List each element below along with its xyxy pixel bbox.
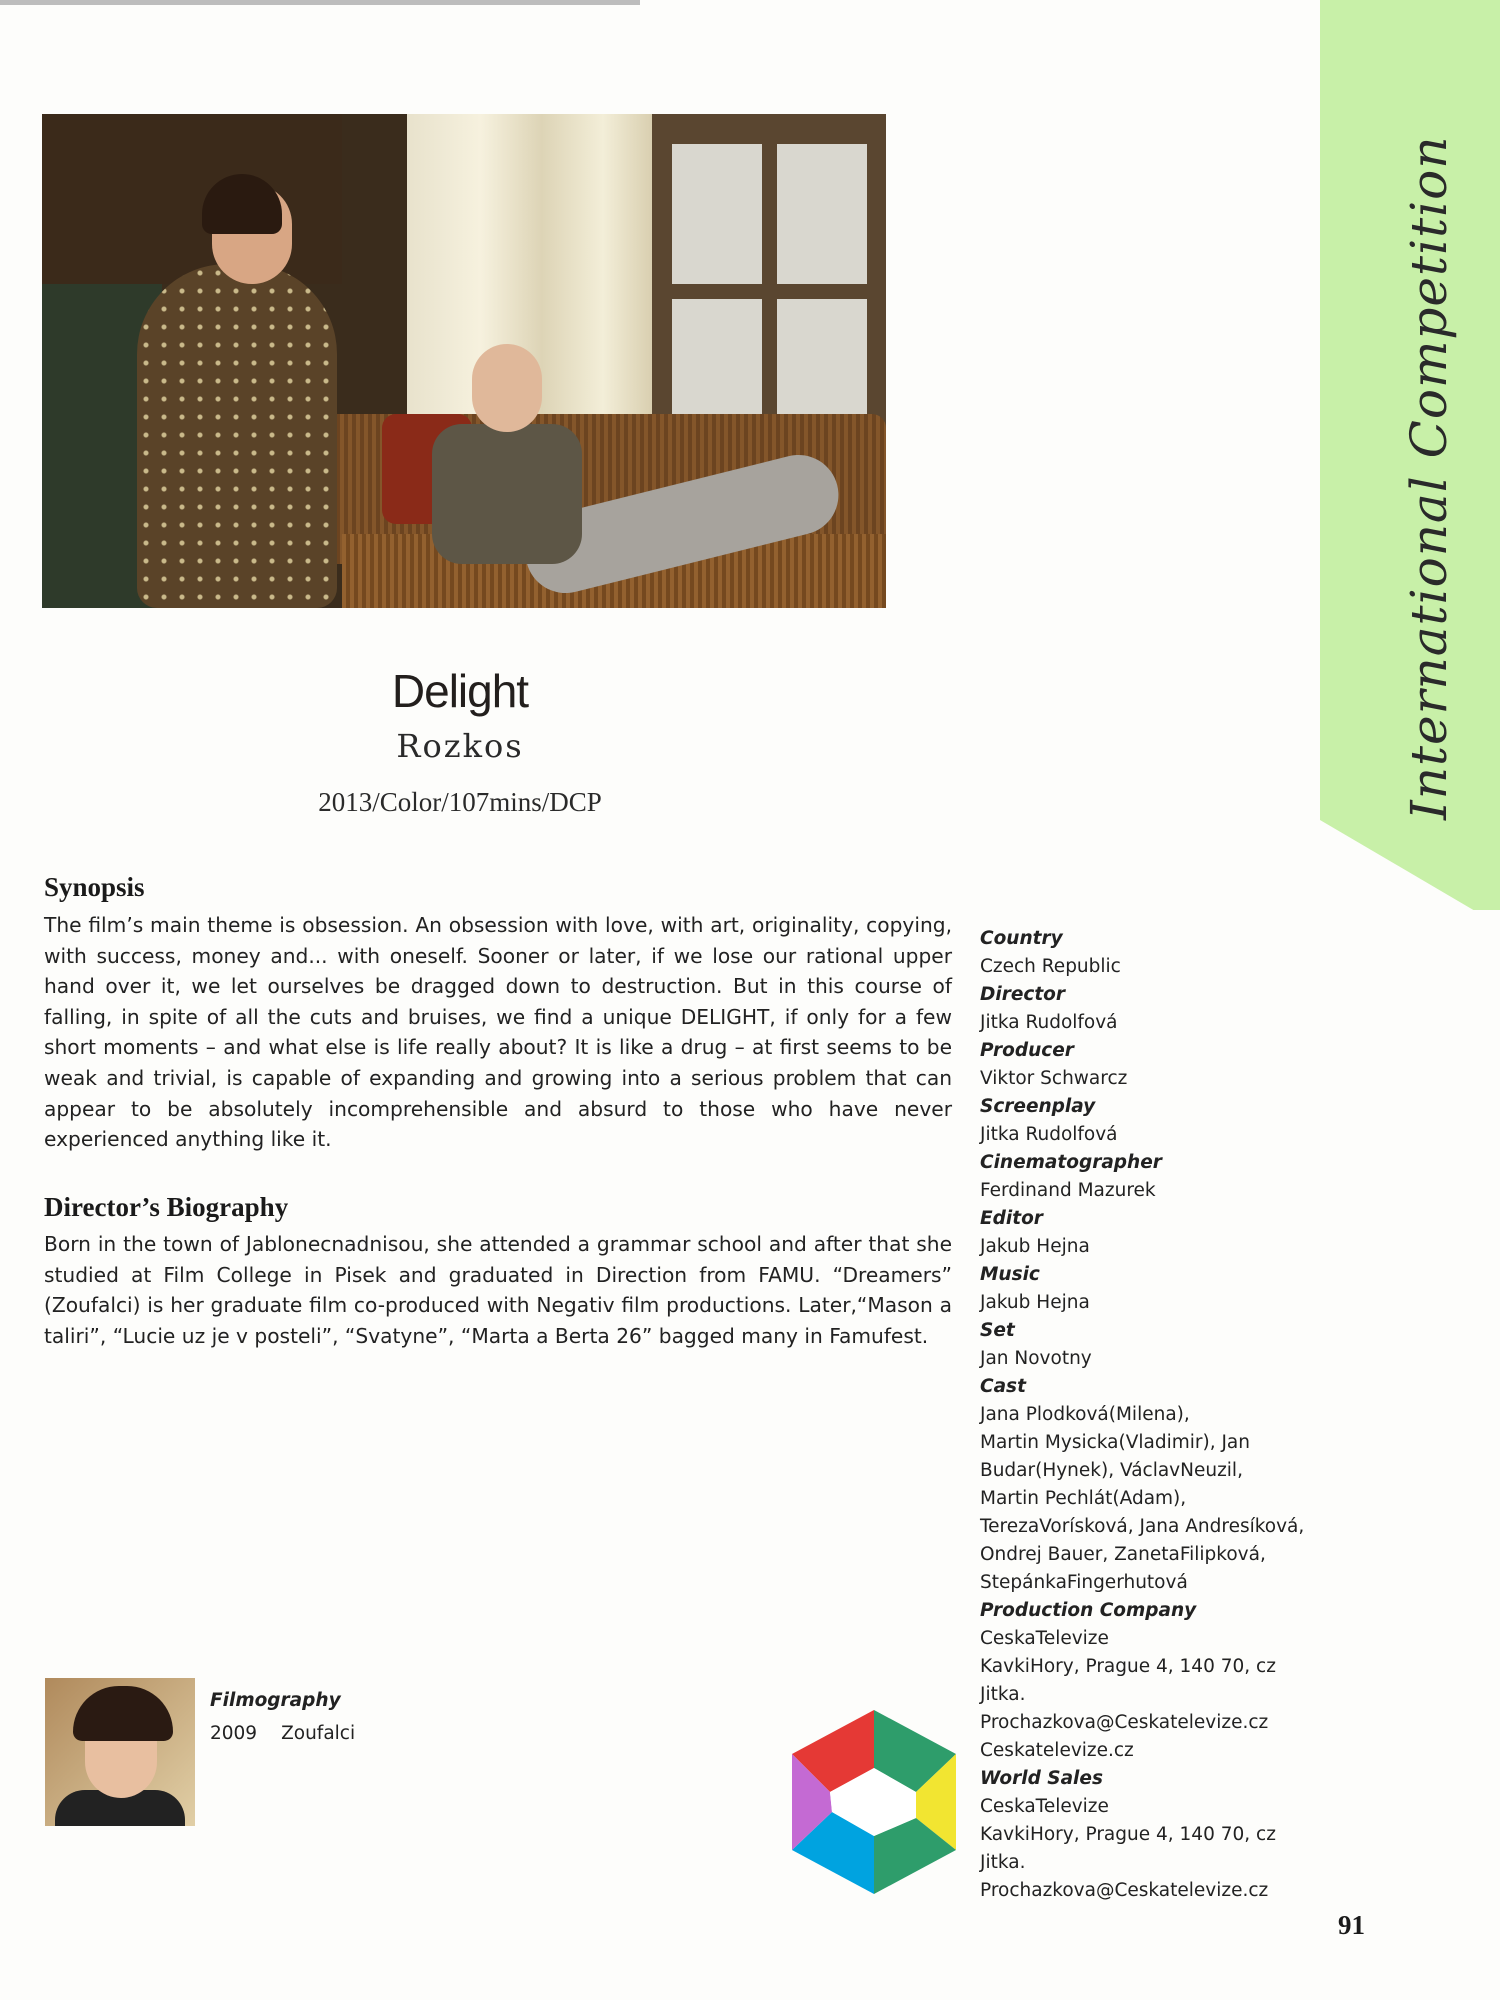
credit-value: CeskaTelevize KavkiHory, Prague 4, 140 70, cz Jitka. Prochazkova@Ceskatelevize.cz Ceskatelevize.cz xyxy=(980,1628,1276,1761)
credit-producer xyxy=(980,1037,1310,1093)
film-meta: 2013/Color/107mins/DCP xyxy=(318,787,602,817)
credit-label: Cast xyxy=(980,1376,1026,1397)
credit-label: Producer xyxy=(980,1040,1074,1061)
credit-world-sales xyxy=(980,1765,1310,1905)
director-photo xyxy=(45,1678,195,1826)
film-original-title: Rozkos xyxy=(396,727,524,765)
filmography-heading: Filmography xyxy=(210,1690,341,1711)
film-title: Delight xyxy=(391,665,529,717)
filmography-title: Zoufalci xyxy=(281,1723,356,1744)
credit-cast xyxy=(980,1373,1310,1597)
credit-value: Jana Plodková(Milena), Martin Mysicka(Vladimir), Jan Budar(Hynek), VáclavNeuzil, Martin Pechlát(Adam), TerezaVorísková, Jana Andresíková, Ondrej Bauer, ZanetaFilipková, StepánkaFingerhutová xyxy=(980,1404,1305,1593)
credit-director xyxy=(980,981,1310,1037)
credit-country xyxy=(980,925,1310,981)
credit-set xyxy=(980,1317,1310,1373)
synopsis-heading: Synopsis xyxy=(44,872,145,902)
credit-value: Jakub Hejna xyxy=(980,1236,1090,1257)
credit-label: Director xyxy=(980,984,1066,1005)
credit-music xyxy=(980,1261,1310,1317)
credit-label: Country xyxy=(980,928,1063,949)
credit-label: Screenplay xyxy=(980,1096,1096,1117)
credit-label: Editor xyxy=(980,1208,1043,1229)
credit-editor xyxy=(980,1205,1310,1261)
credit-value: CeskaTelevize KavkiHory, Prague 4, 140 70, cz Jitka. Prochazkova@Ceskatelevize.cz xyxy=(980,1796,1276,1901)
credit-value: Jitka Rudolfová xyxy=(980,1124,1118,1145)
festival-logo-icon xyxy=(790,1708,958,1896)
credit-value: Viktor Schwarcz xyxy=(980,1068,1128,1089)
credits-list xyxy=(980,925,1310,1905)
section-label: International Competition xyxy=(1400,135,1458,820)
filmography-entry xyxy=(210,1723,355,1744)
credit-cinematographer xyxy=(980,1149,1310,1205)
credit-screenplay xyxy=(980,1093,1310,1149)
credit-production-company xyxy=(980,1597,1310,1765)
credit-label: World Sales xyxy=(980,1768,1103,1789)
biography-text: Born in the town of Jablonecnadnisou, she attended a grammar school and after that she studied at Film College in Pisek and graduated in Direction from FAMU. “Dreamers” (Zoufalci) is her graduate film co-produced with Negativ film productions. Later,“Mason a taliri”, “Lucie uz je v posteli”, “Svatyne”, “Marta a Berta 26” bagged many in Famufest. xyxy=(44,1232,952,1348)
film-still xyxy=(42,114,886,608)
credit-value: Jan Novotny xyxy=(980,1348,1092,1369)
top-rule xyxy=(0,0,640,5)
credit-label: Cinematographer xyxy=(980,1152,1162,1173)
credit-value: Jitka Rudolfová xyxy=(980,1012,1118,1033)
credit-label: Set xyxy=(980,1320,1015,1341)
credit-value: Jakub Hejna xyxy=(980,1292,1090,1313)
biography-heading: Director’s Biography xyxy=(44,1192,289,1222)
filmography-year: 2009 xyxy=(210,1723,258,1744)
credit-label: Music xyxy=(980,1264,1040,1285)
credit-value: Czech Republic xyxy=(980,956,1121,977)
credit-value: Ferdinand Mazurek xyxy=(980,1180,1156,1201)
synopsis-text: The film’s main theme is obsession. An obsession with love, with art, originality, copying, with success, money and... with oneself. Sooner or later, if we lose our rational upper hand over it, we let ourselves be dragged down to destruction. But in this course of falling, in spite of all the cuts and bruises, we find a unique DELIGHT, if only for a few short moments – and what else is life really about? It is like a drug – at first seems to be weak and trivial, is capable of expanding and growing into a serious problem that can appear to be absolutely incomprehensible and absurd to those who have never experienced anything like it. xyxy=(44,913,952,1152)
credit-label: Production Company xyxy=(980,1600,1197,1621)
page-number: 91 xyxy=(1338,1910,1365,1940)
